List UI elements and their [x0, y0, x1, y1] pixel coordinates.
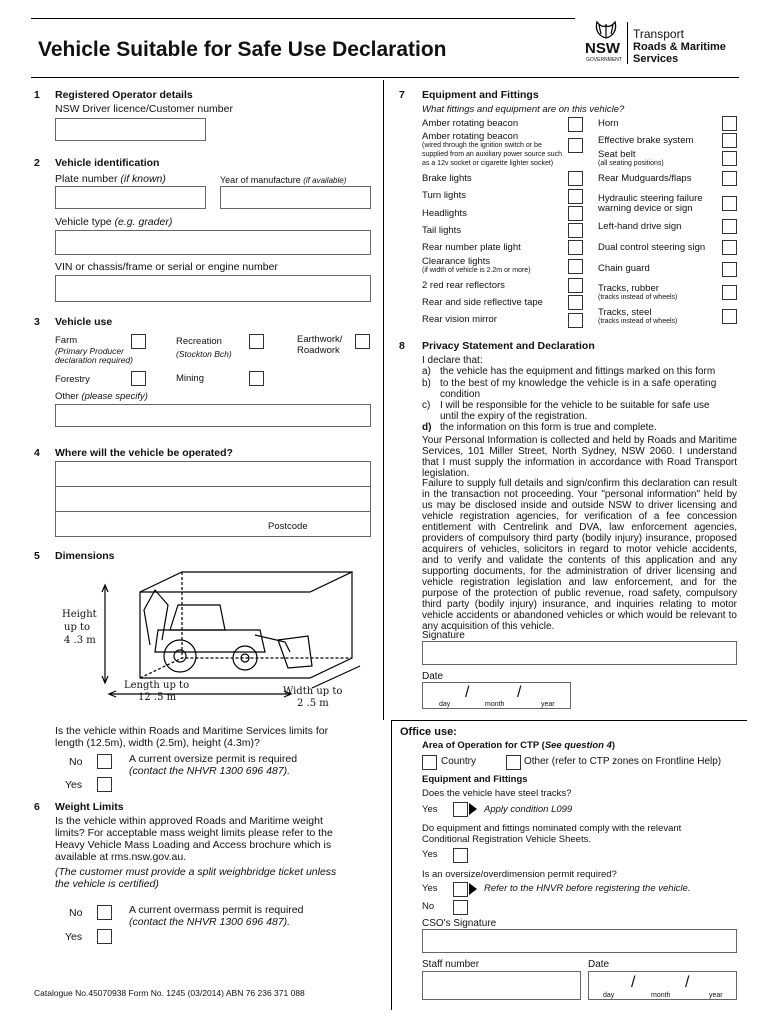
mining-label: Mining — [176, 373, 204, 384]
eq-dualcontrol-checkbox[interactable] — [722, 240, 737, 255]
logo-government: GOVERNMENT — [586, 57, 622, 63]
eq-clearance-checkbox[interactable] — [568, 259, 583, 274]
licence-label: NSW Driver licence/Customer number — [55, 103, 233, 115]
weight-text-3: Heavy Vehicle Mass Loading and Access brochure which is — [55, 839, 332, 851]
apply-condition: Apply condition L099 — [484, 804, 573, 815]
address-line-divider-2 — [56, 511, 370, 512]
farm-hint-1: (Primary Producer — [55, 346, 124, 356]
staff-number-field[interactable] — [422, 971, 581, 1000]
recreation-hint: (Stockton Bch) — [176, 349, 232, 359]
nominated-yes-checkbox[interactable] — [453, 848, 468, 863]
section-2-title: Vehicle identification — [55, 157, 160, 169]
height-label-1: Height — [62, 609, 97, 620]
declare-b-1: to the best of my knowledge the vehicle is in a safe operating — [440, 378, 717, 389]
width-arrow — [312, 666, 360, 688]
overmass-permit-2: (contact the NHVR 1300 696 487). — [129, 916, 291, 928]
eq-seatbelt-checkbox[interactable] — [722, 151, 737, 166]
arrow-right-icon — [469, 883, 477, 895]
column-divider — [383, 80, 384, 720]
date-month-label: month — [485, 701, 505, 708]
vin-label: VIN or chassis/frame or serial or engine number — [55, 261, 278, 273]
oversize-permit-2: (contact the NHVR 1300 696 487). — [129, 765, 291, 777]
eq-rearplate-checkbox[interactable] — [568, 240, 583, 255]
farm-hint-2: declaration required) — [55, 355, 133, 365]
oversize-no-checkbox[interactable] — [453, 900, 468, 915]
earthwork-label-1: Earthwork/ — [297, 334, 343, 345]
section-1-number: 1 — [34, 89, 40, 101]
weight-yes-checkbox[interactable] — [97, 929, 112, 944]
oversize-yes-label: Yes — [422, 883, 438, 894]
eq-amber-2-note-1: (wired through the ignition switch or be — [422, 142, 542, 149]
waratah-icon — [592, 18, 620, 40]
eq-amber-1-checkbox[interactable] — [568, 117, 583, 132]
eq-chainguard: Chain guard — [598, 263, 650, 274]
eq-rubber-checkbox[interactable] — [722, 285, 737, 300]
eq-amber-2: Amber rotating beacon — [422, 131, 519, 142]
privacy-paragraph-2: Failure to supply full details and sign/confirm this declaration can result in the transaction not proceeding. Your "personal information" held by us may be disclosed inside and outside NSW to driver licensing and vehicle registration agencies, for verification of a fee concession entitlement with Centrelink and DVA, law enforcement agencies, providers of compulsory third party (bodily injury) insurance, proposed acquirers of vehicles, solicitors in regard to motor vehicle accidents, and to verify and validate the contents of this application and any supporting documents, for the administration of driver licensing and vehicle registration legislation and law enforcement, and for the purpose of the protection of public revenue, road safety, compulsory third party (bodily injury) insurance, and inquiries relating to motor vehicle accidents or abandoned vehicles or which would be relevant to any acquisition of this vehicle. — [422, 478, 737, 632]
arrow-right-icon — [469, 803, 477, 815]
eq-brake: Brake lights — [422, 173, 472, 184]
eq-effbrake: Effective brake system — [598, 135, 694, 146]
steel-tracks-question: Does the vehicle have steel tracks? — [422, 788, 572, 799]
office-date-label: Date — [588, 959, 610, 970]
office-use-top-rule — [391, 720, 747, 721]
eq-horn-checkbox[interactable] — [722, 116, 737, 131]
section-1-title: Registered Operator details — [55, 89, 193, 101]
other-use-label: Other (please specify) — [55, 391, 148, 402]
logo-transport: Transport — [633, 27, 684, 41]
section-5-number: 5 — [34, 550, 40, 562]
forestry-checkbox[interactable] — [131, 371, 146, 386]
section-6-number: 6 — [34, 801, 40, 813]
vehicle-type-label: Vehicle type (e.g. grader) — [55, 216, 173, 228]
section-2-number: 2 — [34, 157, 40, 169]
date-slash-1: / — [465, 684, 470, 701]
section-8-number: 8 — [399, 340, 405, 352]
section-4-title: Where will the vehicle be operated? — [55, 447, 233, 459]
eq-headlights: Headlights — [422, 208, 467, 219]
office-use-border — [391, 720, 392, 1010]
other-zone-checkbox[interactable] — [506, 755, 521, 770]
header-top-rule — [31, 18, 575, 19]
weight-yes-label: Yes — [65, 931, 83, 943]
eq-hydraulic-2: warning device or sign — [598, 203, 693, 214]
address-line-divider-1 — [56, 486, 370, 487]
office-date-slash-2: / — [685, 974, 690, 991]
eq-red-reflectors-checkbox[interactable] — [568, 278, 583, 293]
eq-steel-checkbox[interactable] — [722, 309, 737, 324]
nominated-1: Do equipment and fittings nominated comply with the relevant — [422, 823, 682, 834]
declare-c-2: until the expiry of the registration. — [440, 411, 588, 422]
earthwork-label-2: Roadwork — [297, 345, 340, 356]
eq-lefthand: Left-hand drive sign — [598, 221, 682, 232]
declare-d: the information on this form is true and complete. — [440, 422, 657, 433]
eq-chainguard-checkbox[interactable] — [722, 262, 737, 277]
farm-label: Farm — [55, 335, 78, 346]
logo-rms-2: Services — [633, 53, 679, 65]
eq-clearance-note: (if width of vehicle is 2.2m or more) — [422, 267, 531, 274]
eq-rearplate: Rear number plate light — [422, 242, 521, 253]
office-date-month: month — [651, 992, 671, 999]
eq-rubber: Tracks, rubber — [598, 283, 659, 294]
eq-headlights-checkbox[interactable] — [568, 206, 583, 221]
country-label: Country — [441, 756, 477, 767]
dimensions-question-2: length (12.5m), width (2.5m), height (4.3m)? — [55, 737, 260, 749]
declare-b-2: condition — [440, 389, 481, 400]
logo-rms-1: Roads & Maritime — [633, 41, 726, 53]
rear-wheel — [164, 640, 196, 672]
operation-area-field[interactable] — [55, 461, 371, 537]
declare-c-letter: c) — [422, 400, 431, 411]
eq-mirror: Rear vision mirror — [422, 314, 497, 325]
eq-mudguards-checkbox[interactable] — [722, 171, 737, 186]
dimensions-no-checkbox[interactable] — [97, 754, 112, 769]
eq-red-reflectors: 2 red rear reflectors — [422, 280, 505, 291]
eq-amber-2-note-2: supplied from an auxiliary power source such — [422, 151, 563, 158]
declare-a-letter: a) — [422, 366, 431, 377]
logo-divider — [627, 22, 628, 64]
eq-steel: Tracks, steel — [598, 307, 652, 318]
eq-clearance: Clearance lights — [422, 256, 491, 267]
eq-effbrake-checkbox[interactable] — [722, 133, 737, 148]
declare-label: I declare that: — [422, 355, 483, 366]
forestry-label: Forestry — [55, 374, 90, 385]
weight-text-5: (The customer must provide a split weighbridge ticket unless — [55, 866, 337, 878]
postcode-label: Postcode — [268, 521, 308, 532]
length-label-1: Length up to — [124, 680, 190, 691]
section-7-title: Equipment and Fittings — [422, 89, 539, 101]
eq-tail: Tail lights — [422, 225, 462, 236]
weight-text-2: limits? For acceptable mass weight limits please refer to the — [55, 827, 333, 839]
recreation-label: Recreation — [176, 336, 222, 347]
height-label-2: up to — [64, 622, 91, 633]
logo-nsw: NSW — [585, 40, 620, 57]
dimensions-question-1: Is the vehicle within Roads and Maritime Services limits for — [55, 725, 329, 737]
nominated-yes-label: Yes — [422, 849, 438, 860]
section-5-title: Dimensions — [55, 550, 115, 562]
other-use-field[interactable] — [55, 404, 371, 427]
year-field[interactable] — [220, 186, 371, 209]
ctp-area-label: Area of Operation for CTP (See question 4) — [422, 740, 616, 751]
office-date-day: day — [603, 992, 615, 999]
section-6-title: Weight Limits — [55, 801, 124, 813]
weight-text-6: the vehicle is certified) — [55, 878, 159, 890]
plate-number-field[interactable] — [55, 186, 206, 209]
licence-number-field[interactable] — [55, 118, 206, 141]
oversize-question: Is an oversize/overdimension permit required? — [422, 869, 617, 880]
body — [155, 630, 265, 652]
vin-field[interactable] — [55, 275, 371, 302]
country-checkbox[interactable] — [422, 755, 437, 770]
eq-tail-checkbox[interactable] — [568, 223, 583, 238]
declare-c-1: I will be responsible for the vehicle to be suitable for safe use — [440, 400, 710, 411]
section-7-number: 7 — [399, 89, 405, 101]
signature-label: Signature — [422, 630, 465, 641]
eq-dualcontrol: Dual control steering sign — [598, 242, 706, 253]
oversize-yes-checkbox[interactable] — [453, 882, 468, 897]
office-date-field[interactable] — [588, 971, 737, 1000]
date-day-label: day — [439, 701, 451, 708]
eq-mudguards: Rear Mudguards/flaps — [598, 173, 692, 184]
eq-reartape-checkbox[interactable] — [568, 295, 583, 310]
nominated-2: Conditional Registration Vehicle Sheets. — [422, 834, 591, 845]
declaration-date-field[interactable] — [422, 682, 571, 709]
eq-brake-checkbox[interactable] — [568, 171, 583, 186]
eq-lefthand-checkbox[interactable] — [722, 219, 737, 234]
farm-checkbox[interactable] — [131, 334, 146, 349]
loader-arm — [255, 635, 290, 652]
dimensions-yes-checkbox[interactable] — [97, 777, 112, 792]
eq-steel-note: (tracks instead of wheels) — [598, 318, 678, 325]
office-use-title: Office use: — [400, 726, 457, 738]
oversize-no-label: No — [422, 901, 435, 912]
year-label: Year of manufacture (if available) — [220, 175, 347, 185]
weight-no-label: No — [69, 907, 83, 919]
declare-d-letter: d) — [422, 422, 432, 433]
eq-hydraulic-checkbox[interactable] — [722, 196, 737, 211]
backhoe-arm — [144, 590, 168, 645]
height-label-3: 4 .3 m — [64, 635, 96, 646]
steel-yes-label: Yes — [422, 804, 438, 815]
cso-signature-field[interactable] — [422, 929, 737, 953]
header-bottom-rule — [31, 77, 739, 78]
weight-no-checkbox[interactable] — [97, 905, 112, 920]
date-slash-2: / — [517, 684, 522, 701]
section-8-title: Privacy Statement and Declaration — [422, 340, 595, 352]
bucket — [278, 636, 312, 668]
footer-catalogue: Catalogue No.45070938 Form No. 1245 (03/2014) ABN 76 236 371 088 — [34, 988, 305, 998]
office-date-year: year — [709, 992, 723, 999]
eq-mirror-checkbox[interactable] — [568, 313, 583, 328]
date-year-label: year — [541, 701, 555, 708]
declare-a: the vehicle has the equipment and fittings marked on this form — [440, 366, 716, 377]
eq-seatbelt: Seat belt — [598, 149, 636, 160]
staff-number-label: Staff number — [422, 959, 480, 970]
dimensions-no-label: No — [69, 756, 83, 768]
eq-turn-checkbox[interactable] — [568, 189, 583, 204]
oversize-permit-1: A current oversize permit is required — [129, 753, 298, 765]
overmass-permit-1: A current overmass permit is required — [129, 904, 304, 916]
dimensions-yes-label: Yes — [65, 779, 83, 791]
eq-amber-2-checkbox[interactable] — [568, 138, 583, 153]
recreation-checkbox[interactable] — [249, 334, 264, 349]
declare-b-letter: b) — [422, 378, 431, 389]
eq-turn: Turn lights — [422, 190, 466, 201]
eq-amber-1: Amber rotating beacon — [422, 118, 519, 129]
office-eq-title: Equipment and Fittings — [422, 774, 528, 785]
hnvr-note: Refer to the HNVR before registering the vehicle. — [484, 883, 691, 894]
office-date-slash-1: / — [631, 974, 636, 991]
weight-text-4: available at rms.nsw.gov.au. — [55, 851, 187, 863]
declaration-date-label: Date — [422, 671, 444, 682]
eq-amber-2-note-3: as a 12v socket or cigarette lighter socket) — [422, 160, 554, 167]
cso-signature-label: CSO's Signature — [422, 918, 497, 929]
eq-horn: Horn — [598, 118, 619, 129]
plate-number-label: Plate number (if known) — [55, 173, 166, 185]
width-label-2: 2 .5 m — [297, 698, 329, 709]
weight-text-1: Is the vehicle within approved Roads and Maritime weight — [55, 815, 323, 827]
signature-field[interactable] — [422, 641, 737, 665]
vehicle-type-field[interactable] — [55, 230, 371, 255]
mining-checkbox[interactable] — [249, 371, 264, 386]
width-label-1: Width up to — [283, 686, 343, 697]
eq-seatbelt-note: (all seating positions) — [598, 160, 664, 167]
steel-yes-checkbox[interactable] — [453, 802, 468, 817]
eq-hydraulic-1: Hydraulic steering failure — [598, 193, 703, 204]
cab — [170, 605, 225, 630]
section-3-title: Vehicle use — [55, 316, 113, 328]
length-label-2: 12 .5 m — [138, 692, 177, 703]
privacy-paragraph-1: Your Personal Information is collected and held by Roads and Maritime Services, 101 Miller Street, North Sydney, NSW 2060. I understand that I must supply the information in accordance with Road Transport legislation. — [422, 435, 737, 479]
page-title: Vehicle Suitable for Safe Use Declaration — [38, 38, 447, 61]
section-4-number: 4 — [34, 447, 40, 459]
eq-reartape: Rear and side reflective tape — [422, 297, 543, 308]
eq-rubber-note: (tracks instead of wheels) — [598, 294, 678, 301]
other-zone-label: Other (refer to CTP zones on Frontline Help) — [524, 756, 722, 767]
nsw-logo — [584, 18, 744, 68]
section-3-number: 3 — [34, 316, 40, 328]
equipment-question: What fittings and equipment are on this vehicle? — [422, 104, 625, 115]
earthwork-checkbox[interactable] — [355, 334, 370, 349]
